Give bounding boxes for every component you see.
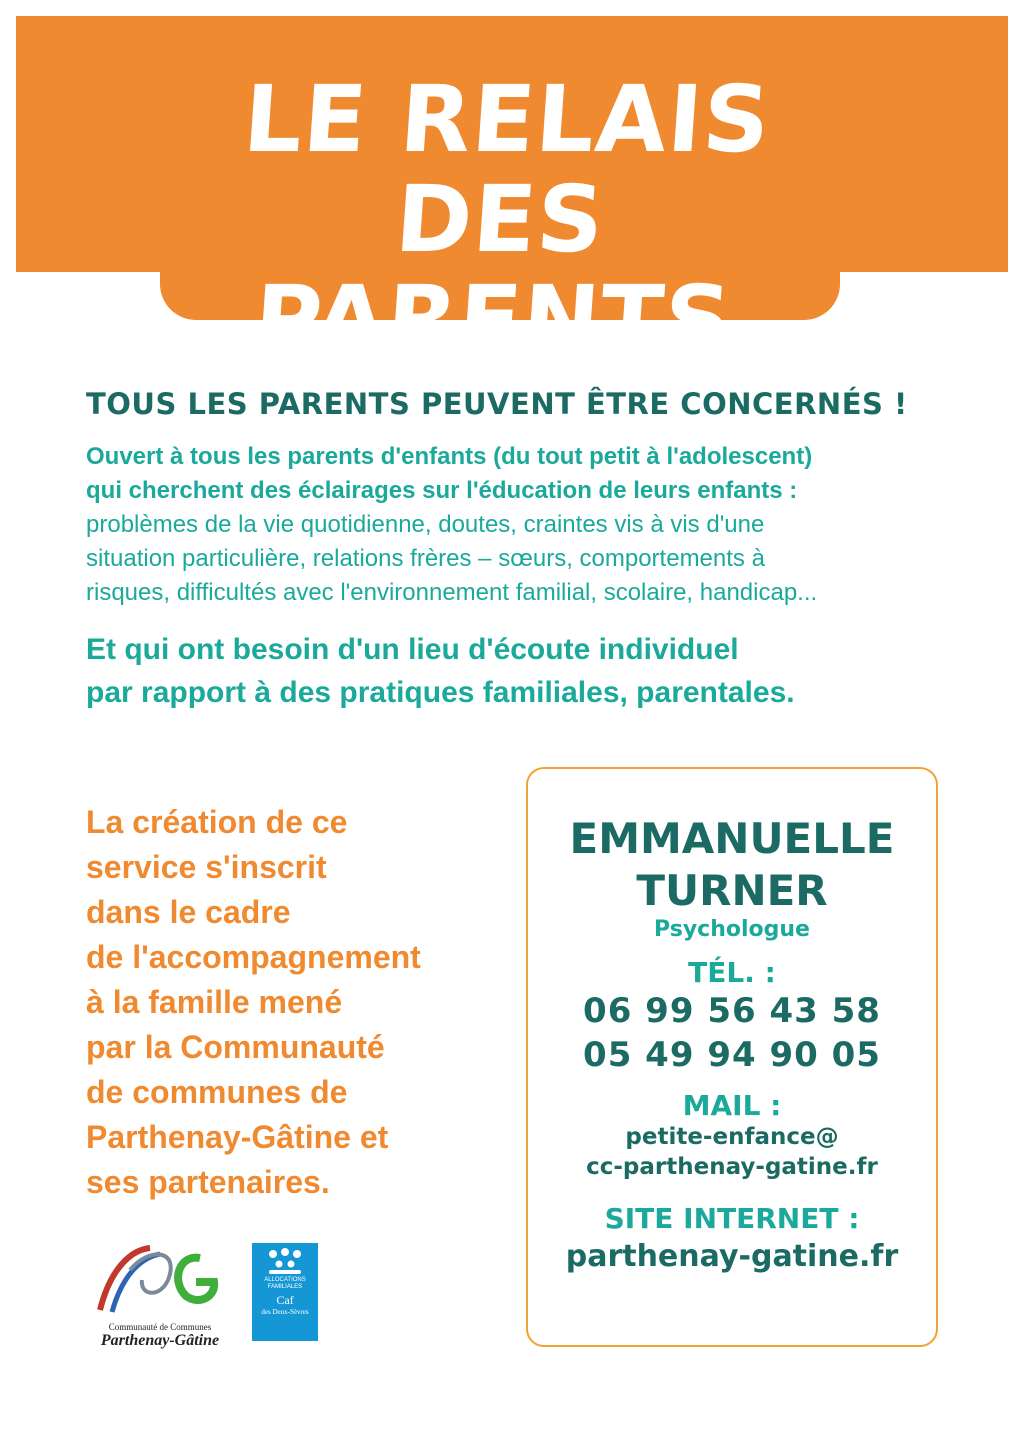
besoin-line-1: Et qui ont besoin d'un lieu d'écoute individuel — [86, 633, 739, 666]
phone-number-2[interactable]: 05 49 94 90 05 — [583, 1035, 881, 1075]
title-line-1: LE RELAIS — [240, 66, 775, 173]
email-address[interactable] — [528, 1122, 936, 1182]
website-link[interactable]: parthenay-gatine.fr — [565, 1239, 899, 1274]
mail-label: MAIL : — [682, 1089, 782, 1122]
creation-line: La création de ce — [86, 804, 348, 840]
creation-line: service s'inscrit — [86, 849, 327, 885]
pg-logo-icon — [90, 1240, 230, 1322]
creation-line: à la famille mené — [86, 984, 343, 1020]
intro-line-3: problèmes de la vie quotidienne, doutes, craintes vis à vis d'une — [86, 511, 765, 538]
besoin-line-2: par rapport à des pratiques familiales, parentales. — [86, 676, 795, 709]
caf-line-1: ALLOCATIONS — [264, 1277, 306, 1283]
creation-line: de communes de — [86, 1074, 348, 1110]
contact-name — [528, 813, 936, 917]
contact-role: Psychologue — [654, 917, 810, 942]
caf-logo — [252, 1243, 318, 1341]
creation-line: par la Communauté — [86, 1029, 385, 1065]
page-title — [140, 66, 861, 373]
intro-line-2: qui cherchent des éclairages sur l'éducation de leurs enfants : — [86, 477, 798, 504]
creation-paragraph — [86, 800, 506, 1205]
phone-number-1[interactable]: 06 99 56 43 58 — [583, 991, 881, 1031]
creation-line: dans le cadre — [86, 894, 291, 930]
contact-last-name: TURNER — [636, 866, 828, 915]
contact-first-name: EMMANUELLE — [569, 814, 895, 863]
pg-logo-caption: Communauté de Communes — [108, 1322, 212, 1332]
intro-paragraph — [86, 440, 946, 610]
email-line-1: petite-enfance@ — [625, 1124, 839, 1150]
caf-region: des Deux-Sèvres — [261, 1308, 309, 1316]
creation-line: de l'accompagnement — [86, 939, 421, 975]
subtitle: TOUS LES PARENTS PEUVENT ÊTRE CONCERNÉS ! — [86, 387, 908, 421]
contact-card — [526, 767, 938, 1347]
caf-family-icon — [265, 1248, 305, 1276]
intro-line-5: risques, difficultés avec l'environnement familial, scolaire, handicap... — [86, 579, 818, 606]
site-label: SITE INTERNET : — [604, 1202, 860, 1235]
pg-logo-name: Parthenay-Gâtine — [100, 1332, 220, 1349]
parthenay-gatine-logo — [90, 1240, 230, 1350]
intro-line-4: situation particulière, relations frères – sœurs, comportements à — [86, 545, 765, 572]
caf-line-2: FAMILIALES — [267, 1284, 303, 1290]
title-line-2: DES PARENTS — [250, 166, 736, 373]
email-line-2: cc-parthenay-gatine.fr — [586, 1154, 878, 1180]
caf-brand: Caf — [276, 1293, 294, 1307]
creation-line: ses partenaires. — [86, 1164, 330, 1200]
intro-line-1: Ouvert à tous les parents d'enfants (du tout petit à l'adolescent) — [86, 443, 813, 470]
besoin-paragraph — [86, 628, 946, 714]
creation-line: Parthenay-Gâtine et — [86, 1119, 389, 1155]
tel-label: TÉL. : — [688, 956, 776, 989]
